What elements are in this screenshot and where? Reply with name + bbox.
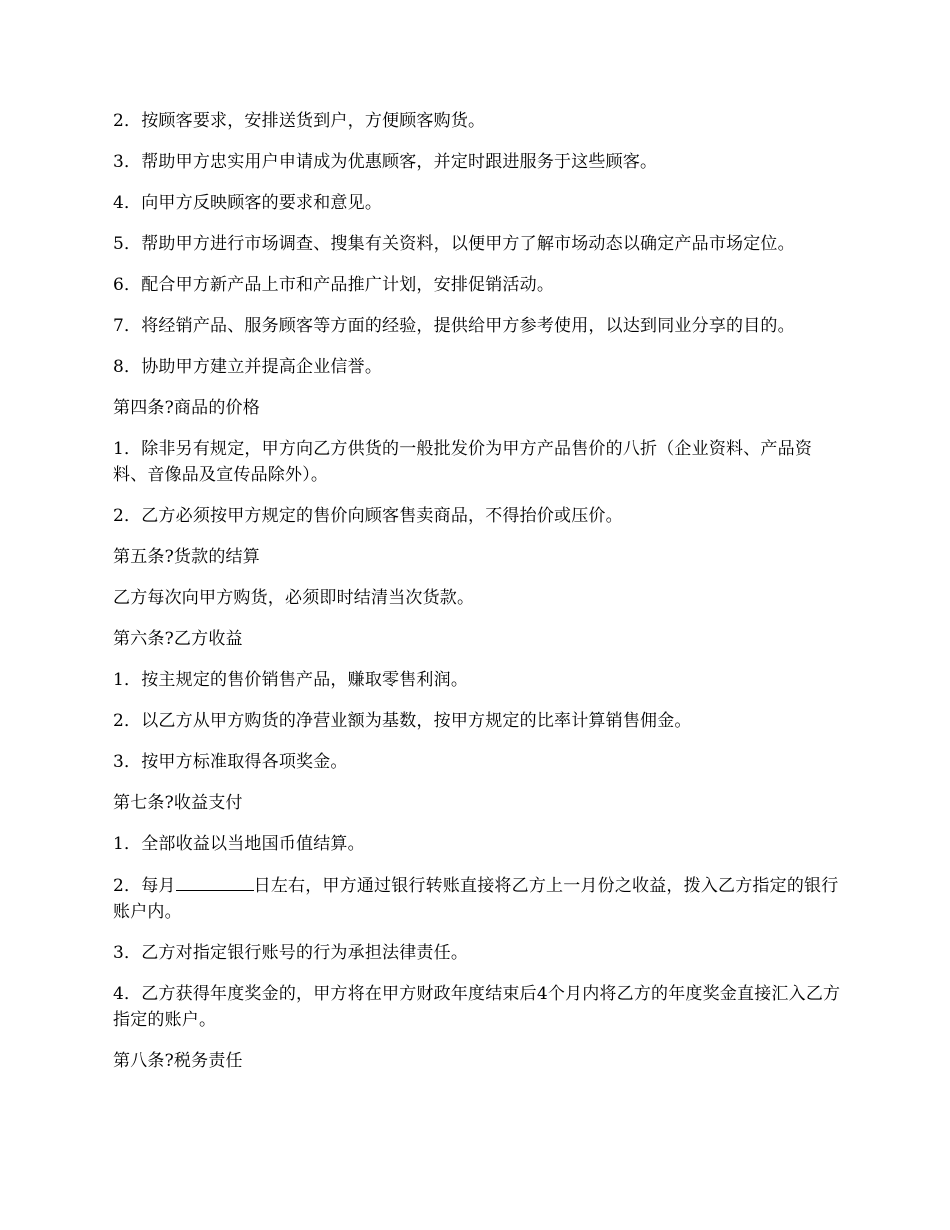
- clause-item-5: 5．帮助甲方进行市场调查、搜集有关资料，以便甲方了解市场动态以确定产品市场定位。: [113, 234, 795, 254]
- article-6-item-2: 2．以乙方从甲方购货的净营业额为基数，按甲方规定的比率计算销售佣金。: [113, 711, 692, 731]
- clause-item-7: 7．将经销产品、服务顾客等方面的经验，提供给甲方参考使用，以达到同业分享的目的。: [113, 316, 795, 336]
- article-7-item-1: 1．全部收益以当地国币值结算。: [113, 834, 365, 854]
- article-7-heading: 第七条?收益支付: [113, 793, 243, 813]
- document-body: [113, 108, 843, 1089]
- article-6-item-3: 3．按甲方标准取得各项奖金。: [113, 752, 348, 772]
- article-5-heading: 第五条?货款的结算: [113, 547, 260, 567]
- clause-item-3: 3．帮助甲方忠实用户申请成为优惠顾客，并定时跟进服务于这些顾客。: [113, 152, 658, 172]
- clause-item-2: 2．按顾客要求，安排送货到户，方便顾客购货。: [113, 111, 486, 131]
- article-4-item-2: 2．乙方必须按甲方规定的售价向顾客售卖商品，不得抬价或压价。: [113, 506, 623, 526]
- fill-in-blank: [176, 872, 254, 891]
- article-7-item-2-prefix: 2．每月: [113, 876, 176, 896]
- clause-item-6: 6．配合甲方新产品上市和产品推广计划，安排促销活动。: [113, 275, 555, 295]
- article-4-heading: 第四条?商品的价格: [113, 398, 260, 418]
- article-7-item-4: 4．乙方获得年度奖金的，甲方将在甲方财政年度结束后4个月内将乙方的年度奖金直接汇入乙方指定的账户。: [113, 984, 841, 1030]
- article-7-item-3: 3．乙方对指定银行账号的行为承担法律责任。: [113, 943, 469, 963]
- article-5-text: 乙方每次向甲方购货，必须即时结清当次货款。: [113, 588, 475, 608]
- article-8-heading: 第八条?税务责任: [113, 1051, 243, 1071]
- article-7-item-2-suffix: 日左右，甲方通过银行转账直接将乙方上一月份之收益，拨入乙方指定的银行账户内。: [113, 876, 839, 922]
- article-6-item-1: 1．按主规定的售价销售产品，赚取零售利润。: [113, 670, 469, 690]
- clause-item-4: 4．向甲方反映顾客的要求和意见。: [113, 193, 383, 213]
- article-6-heading: 第六条?乙方收益: [113, 629, 243, 649]
- article-4-item-1: 1．除非另有规定，甲方向乙方供货的一般批发价为甲方产品售价的八折（企业资料、产品资料、音像品及宣传品除外）。: [113, 439, 813, 485]
- article-7-item-2: [113, 872, 843, 925]
- clause-item-8: 8．协助甲方建立并提高企业信誉。: [113, 357, 383, 377]
